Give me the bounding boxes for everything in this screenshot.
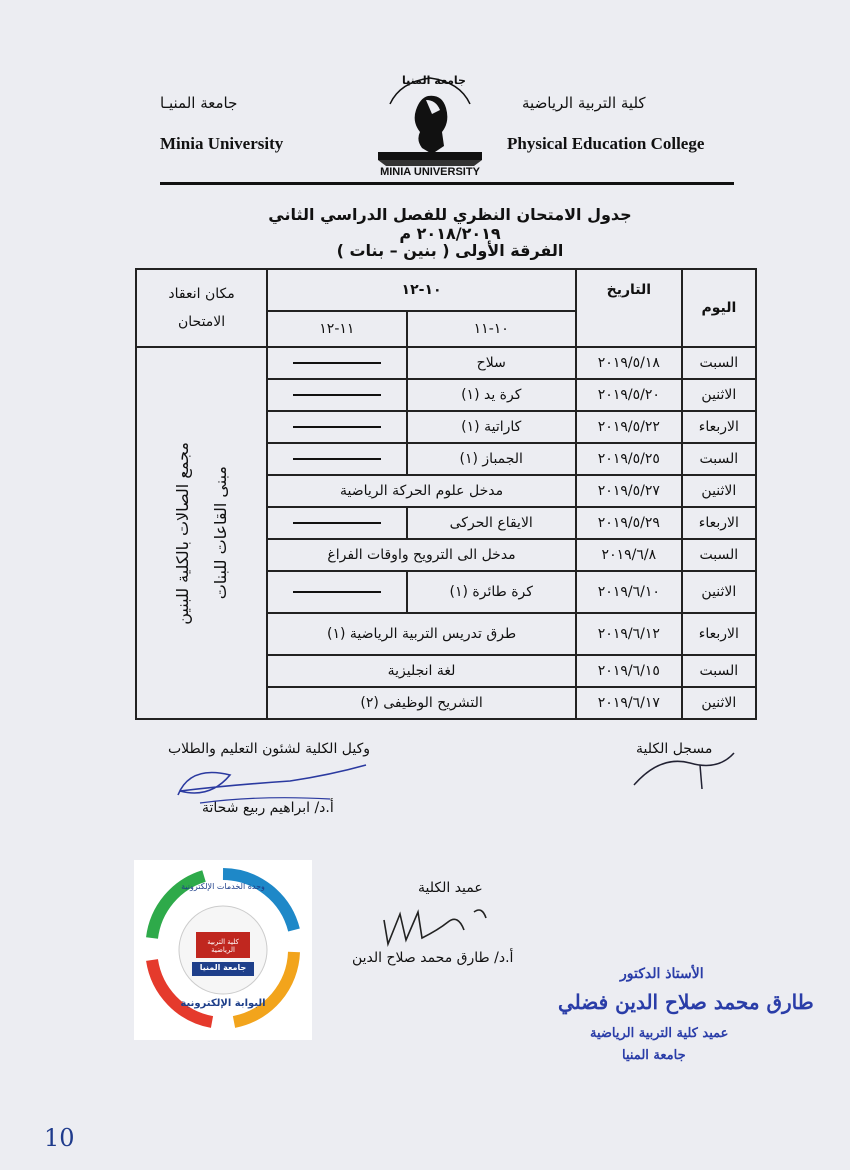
stamp-line-2: طارق محمد صلاح الدين فضلي [558,990,814,1014]
row-date: ٢٠١٩/٥/١٨ [576,347,682,379]
row-date: ٢٠١٩/٦/١٠ [576,571,682,613]
header-ar-college: كلية التربية الرياضية [522,94,646,112]
stamp-line-1: الأستاذ الدكتور [620,966,704,982]
row-subject: مدخل الى الترويح واوقات الفراغ [267,539,576,571]
row-empty-slot [267,379,406,411]
row-date: ٢٠١٩/٥/٢٥ [576,443,682,475]
row-day: الاربعاء [682,411,756,443]
row-day: الاربعاء [682,613,756,655]
minia-university-logo [370,74,490,186]
empty-slot-line [293,394,381,396]
portal-arc-text: وحدة الخدمات الإلكترونية [181,882,265,891]
exam-schedule-title: جدول الامتحان النظري للفصل الدراسي الثاني ٢٠١٨/٢٠١٩ م [268,205,632,243]
vice-dean-label: وكيل الكلية لشئون التعليم والطلاب [168,741,371,757]
e-portal-logo [134,860,312,1040]
exam-schedule-table [135,268,757,720]
page-number: 10 [44,1124,75,1152]
row-day: السبت [682,655,756,687]
row-empty-slot [267,411,406,443]
exam-schedule-subtitle: الفرقة الأولى ( بنين – بنات ) [336,241,564,260]
table-row [136,347,756,379]
row-subject: كاراتية (١) [407,411,576,443]
row-date: ٢٠١٩/٥/٢٩ [576,507,682,539]
dean-label: عميد الكلية [418,880,483,896]
place-girls: مبنى القاعات للبنات [210,466,230,600]
row-subject: مدخل علوم الحركة الرياضية [267,475,576,507]
row-empty-slot [267,347,406,379]
col-header-time-a: ١٠-١١ [407,311,576,347]
empty-slot-line [293,522,381,524]
dean-signature [378,900,498,950]
stamp-line-4: جامعة المنيا [622,1048,686,1063]
empty-slot-line [293,362,381,364]
row-subject: الايقاع الحركى [407,507,576,539]
row-day: الاربعاء [682,507,756,539]
row-day: الاثنين [682,379,756,411]
row-empty-slot [267,571,406,613]
registrar-signature [630,745,740,795]
row-empty-slot [267,507,406,539]
header-divider [160,182,734,185]
stamp-line-3: عميد كلية التربية الرياضية [590,1026,729,1041]
row-date: ٢٠١٩/٥/٢٧ [576,475,682,507]
col-header-day: اليوم [682,269,756,347]
vice-dean-signature [170,755,390,815]
logo-ar-text: جامعة المنيا [402,74,466,87]
col-header-time-b: ١١-١٢ [267,311,406,347]
row-date: ٢٠١٩/٦/١٧ [576,687,682,719]
row-subject: طرق تدريس التربية الرياضية (١) [267,613,576,655]
row-subject: كرة طائرة (١) [407,571,576,613]
row-date: ٢٠١٩/٦/٨ [576,539,682,571]
row-date: ٢٠١٩/٥/٢٢ [576,411,682,443]
row-date: ٢٠١٩/٥/٢٠ [576,379,682,411]
row-day: السبت [682,347,756,379]
empty-slot-line [293,426,381,428]
logo-en-text: MINIA UNIVERSITY [380,166,480,178]
col-header-time: ١٠-١٢ [267,269,576,311]
registrar-label: مسجل الكلية [636,741,713,757]
row-date: ٢٠١٩/٦/١٢ [576,613,682,655]
header-en-university: Minia University [160,134,284,153]
portal-banner: جامعة المنيا [199,963,247,972]
portal-center-text: كلية التربية الرياضية [207,938,239,954]
row-day: الاثنين [682,571,756,613]
row-subject: كرة يد (١) [407,379,576,411]
row-day: الاثنين [682,475,756,507]
portal-bottom-text: البوابة الإلكترونية [180,998,266,1009]
exam-place-cell [136,347,267,719]
vice-dean-name: أ.د/ ابراهيم ربيع شحاتة [202,800,334,816]
empty-slot-line [293,458,381,460]
row-empty-slot [267,443,406,475]
row-subject: سلاح [407,347,576,379]
row-subject: التشريح الوظيفى (٢) [267,687,576,719]
row-day: السبت [682,539,756,571]
empty-slot-line [293,591,381,593]
row-day: الاثنين [682,687,756,719]
place-boys: مجمع الصالات بالكلية للبنين [172,441,192,625]
row-day: السبت [682,443,756,475]
col-header-date: التاريخ [576,269,682,347]
dean-name: أ.د/ طارق محمد صلاح الدين [352,950,514,966]
row-subject: الجمباز (١) [407,443,576,475]
col-header-place: مكان انعقاد الامتحان [136,269,267,347]
row-date: ٢٠١٩/٦/١٥ [576,655,682,687]
header-en-college: Physical Education College [507,134,705,153]
header-ar-university: جامعة المنيـا [160,94,238,112]
row-subject: لغة انجليزية [267,655,576,687]
